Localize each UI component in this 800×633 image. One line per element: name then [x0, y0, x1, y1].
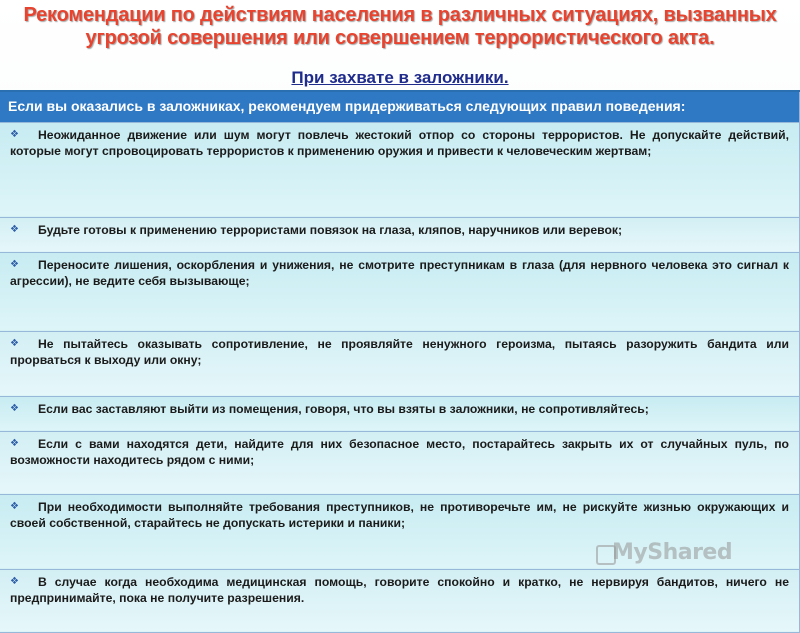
diamond-bullet-icon: ❖: [10, 437, 19, 449]
table-cell: [0, 331, 800, 396]
rule-text: В случае когда необходима медицинская помощь, говорите спокойно и кратко, не нервируя бандитов, ничего не предпринимайте, пока не получите разрешения.: [10, 574, 789, 605]
title-line-1: Рекомендации по действиям населения в различных ситуациях, вызванных: [23, 4, 777, 26]
rules-table-container: [0, 90, 800, 605]
diamond-bullet-icon: ❖: [10, 402, 19, 414]
diamond-bullet-icon: ❖: [10, 337, 19, 349]
rule-text: Не пытайтесь оказывать сопротивление, не проявляйте ненужного героизма, пытаясь разоружить бандита или прорваться к выходу или окну;: [10, 336, 789, 367]
table-row: [0, 217, 800, 252]
diamond-bullet-icon: ❖: [10, 258, 19, 270]
rule-text: Если вас заставляют выйти из помещения, говоря, что вы взяты в заложники, не сопротивляйтесь;: [38, 401, 649, 416]
rule-text: Если с вами находятся дети, найдите для них безопасное место, постарайтесь закрыть их от случайных пуль, по возможности находитесь рядом с ними;: [10, 436, 789, 467]
table-row: [0, 431, 800, 494]
rule-text: Неожиданное движение или шум могут повлечь жестокий отпор со стороны террористов. Не допускайте действий, которые могут спровоцировать террористов к применению оружия и привести к человеческим жертвам;: [10, 127, 789, 158]
table-header: Если вы оказались в заложниках, рекомендуем придерживаться следующих правил поведения:: [0, 92, 800, 122]
table-row: [0, 122, 800, 217]
table-cell: [0, 252, 800, 331]
diamond-bullet-icon: ❖: [10, 223, 19, 235]
page-subtitle: При захвате в заложники.: [291, 68, 509, 87]
watermark: MyShared: [612, 540, 733, 565]
table-cell: [0, 569, 800, 632]
diamond-bullet-icon: ❖: [10, 575, 19, 587]
title-line-2: угрозой совершения или совершением террористического акта.: [85, 27, 715, 49]
table-header-row: [0, 92, 800, 122]
rule-text: При необходимости выполняйте требования преступников, не противоречьте им, не рискуйте жизнью окружающих и своей собственной, старайтесь не допускать истерики и паники;: [10, 499, 789, 530]
table-cell: [0, 217, 800, 252]
table-row: [0, 331, 800, 396]
diamond-bullet-icon: ❖: [10, 128, 19, 140]
table-row: [0, 569, 800, 632]
page-title: [10, 4, 790, 50]
table-cell: [0, 431, 800, 494]
table-row: [0, 252, 800, 331]
diamond-bullet-icon: ❖: [10, 500, 19, 512]
table-cell: [0, 122, 800, 217]
rule-text: Будьте готовы к применению террористами повязок на глаза, кляпов, наручников или веревок;: [38, 222, 623, 237]
table-row: [0, 396, 800, 431]
rule-text: Переносите лишения, оскорбления и унижения, не смотрите преступникам в глаза (для нервного человека это сигнал к агрессии), не ведите себя вызывающе;: [10, 257, 789, 288]
table-cell: [0, 396, 800, 431]
